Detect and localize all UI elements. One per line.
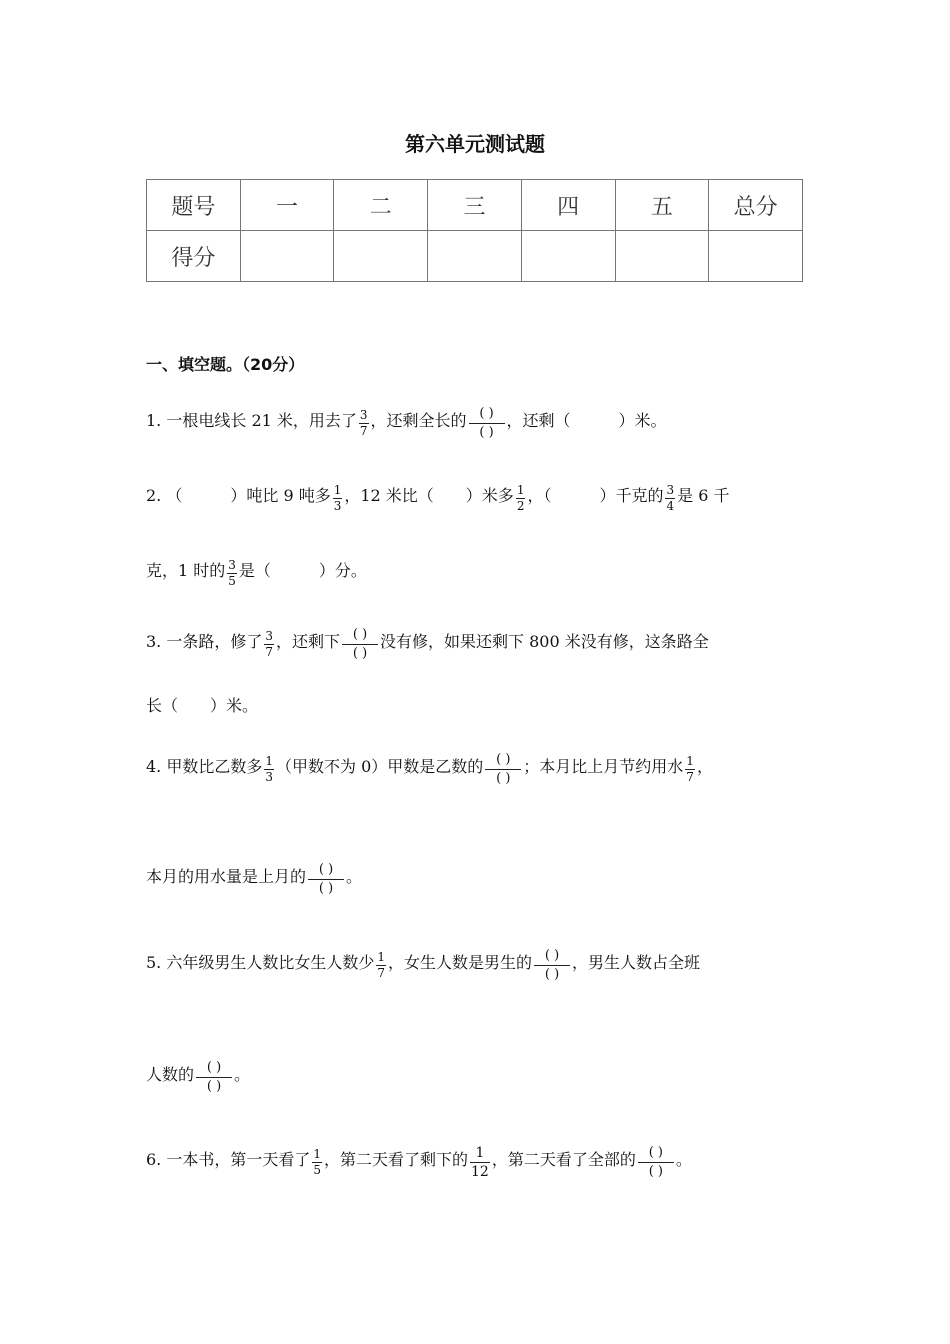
text: ，	[696, 757, 713, 776]
score-header-cell: 四	[521, 180, 615, 231]
score-header-cell: 五	[615, 180, 709, 231]
numerator: 1	[475, 1145, 485, 1161]
text: ，第二天看了剩下的	[324, 1150, 469, 1169]
question-4	[146, 750, 811, 785]
denominator-blank[interactable]: ( )	[479, 425, 494, 440]
score-header-cell: 一	[240, 180, 334, 231]
score-header-cell: 三	[428, 180, 522, 231]
text: ，12 米比（ ）米多	[344, 486, 514, 505]
fraction-bar	[342, 644, 378, 645]
fraction	[264, 630, 274, 659]
answer-fraction[interactable]	[485, 752, 521, 787]
score-cell[interactable]	[334, 231, 428, 282]
text: 是（ ）分。	[238, 561, 367, 580]
numerator: 1	[377, 950, 385, 964]
denominator-blank[interactable]: ( )	[648, 1164, 663, 1179]
question-3-continued	[146, 694, 811, 718]
page-title: 第六单元测试题	[405, 132, 545, 156]
score-header-cell: 总分	[709, 180, 803, 231]
fraction	[665, 484, 675, 513]
denominator: 12	[471, 1164, 489, 1180]
fraction	[264, 755, 274, 784]
text: 没有修，如果还剩下 800 米没有修，这条路全	[380, 632, 709, 651]
text: 5. 六年级男生人数比女生人数少	[146, 953, 375, 972]
numerator-blank[interactable]: ( )	[496, 752, 511, 767]
answer-fraction[interactable]	[638, 1145, 674, 1180]
numerator: 3	[359, 408, 368, 422]
question-2-continued	[146, 557, 811, 586]
denominator: 7	[686, 770, 694, 784]
numerator: 1	[313, 1147, 321, 1161]
denominator-blank[interactable]: ( )	[206, 1079, 222, 1094]
score-cell[interactable]	[521, 231, 615, 282]
fraction	[333, 484, 343, 513]
score-table	[146, 179, 803, 282]
fraction-bar	[534, 965, 570, 966]
text: 。	[675, 1150, 692, 1169]
text: ；本月比上月节约用水	[523, 757, 684, 776]
fraction	[227, 559, 237, 588]
question-5	[146, 946, 811, 981]
score-table-score-row	[147, 231, 803, 282]
fraction	[376, 951, 386, 980]
text: ，还剩（ ）米。	[506, 411, 667, 430]
question-1	[146, 404, 811, 439]
numerator: 1	[516, 483, 525, 497]
text: ，第二天看了全部的	[491, 1150, 636, 1169]
answer-fraction[interactable]	[534, 948, 570, 983]
denominator: 3	[333, 499, 342, 513]
text: ，还剩全长的	[370, 411, 467, 430]
denominator: 7	[265, 645, 273, 659]
fraction-bar	[485, 769, 521, 770]
denominator: 2	[516, 499, 525, 513]
fraction	[470, 1145, 490, 1180]
text: （甲数不为 0）甲数是乙数的	[276, 757, 484, 776]
text: 。	[346, 867, 363, 886]
question-5-continued	[146, 1058, 811, 1093]
text: 3. 一条路，修了	[146, 632, 263, 651]
score-header-cell: 题号	[147, 180, 241, 231]
answer-fraction[interactable]	[196, 1060, 232, 1095]
text: ，（ ）千克的	[527, 486, 664, 505]
denominator: 5	[228, 574, 236, 588]
fraction	[312, 1148, 322, 1177]
text: ，还剩下	[276, 632, 341, 651]
fraction-bar	[196, 1077, 232, 1078]
text: 1. 一根电线长 21 米，用去了	[146, 411, 357, 430]
denominator-blank[interactable]: ( )	[352, 646, 368, 661]
fraction-bar	[638, 1162, 674, 1163]
numerator-blank[interactable]: ( )	[479, 406, 494, 421]
denominator: 3	[265, 770, 273, 784]
section-heading: 一、填空题。（20分）	[146, 355, 305, 374]
denominator: 7	[359, 424, 368, 438]
numerator-blank[interactable]: ( )	[544, 948, 560, 963]
text: 2. （ ）吨比 9 吨多	[146, 486, 331, 505]
fraction	[359, 409, 369, 438]
score-cell[interactable]	[615, 231, 709, 282]
text: ，男生人数占全班	[572, 953, 701, 972]
numerator-blank[interactable]: ( )	[648, 1145, 663, 1160]
numerator-blank[interactable]: ( )	[352, 627, 368, 642]
question-4-continued	[146, 860, 811, 895]
text: 6. 一本书，第一天看了	[146, 1150, 311, 1169]
score-cell[interactable]	[709, 231, 803, 282]
denominator: 5	[313, 1163, 321, 1177]
numerator: 1	[686, 754, 694, 768]
question-6	[146, 1143, 811, 1178]
score-cell[interactable]	[240, 231, 334, 282]
fraction	[685, 755, 695, 784]
text: 人数的	[146, 1065, 195, 1084]
question-3	[146, 625, 811, 660]
numerator: 3	[228, 558, 236, 572]
score-table-header-row	[147, 180, 803, 231]
fraction-bar	[470, 1162, 490, 1163]
text: 是 6 千	[677, 486, 730, 505]
score-header-cell: 二	[334, 180, 428, 231]
text: ，女生人数是男生的	[388, 953, 533, 972]
numerator: 1	[333, 483, 342, 497]
text: 克，1 时的	[146, 561, 226, 580]
text: 本月的用水量是上月的	[146, 867, 307, 886]
denominator: 7	[377, 966, 385, 980]
answer-fraction[interactable]	[342, 627, 378, 662]
question-2	[146, 482, 811, 511]
numerator: 1	[265, 754, 273, 768]
fraction-bar	[469, 423, 505, 424]
answer-fraction[interactable]	[469, 406, 505, 441]
numerator: 3	[265, 629, 273, 643]
score-row-label: 得分	[147, 231, 241, 282]
text: 4. 甲数比乙数多	[146, 757, 263, 776]
text: 。	[234, 1065, 251, 1084]
denominator-blank[interactable]: ( )	[544, 967, 560, 982]
denominator: 4	[666, 499, 675, 513]
fraction-bar	[308, 879, 344, 880]
denominator-blank[interactable]: ( )	[318, 881, 334, 896]
denominator-blank[interactable]: ( )	[496, 771, 511, 786]
answer-fraction[interactable]	[308, 862, 344, 897]
score-cell[interactable]	[428, 231, 522, 282]
numerator-blank[interactable]: ( )	[206, 1060, 222, 1075]
numerator-blank[interactable]: ( )	[318, 862, 334, 877]
numerator: 3	[666, 483, 675, 497]
fraction	[516, 484, 526, 513]
text: 长（ ）米。	[146, 696, 259, 715]
